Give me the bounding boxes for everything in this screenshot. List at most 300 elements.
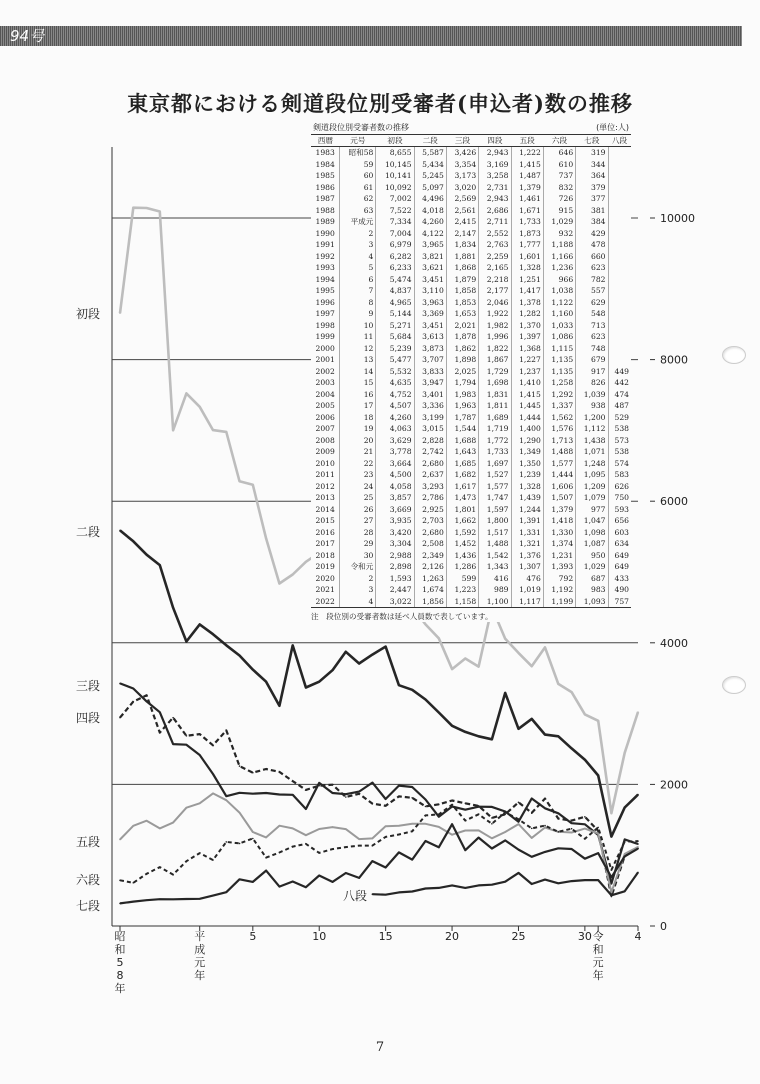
data-point [186,735,188,737]
data-point [279,825,281,827]
table-cell: 12 [340,343,376,355]
table-cell: 28 [340,527,376,539]
data-point [239,878,241,880]
table-cell [608,285,631,297]
table-cell: 1,378 [511,297,543,309]
table-cell: 1,662 [446,515,478,527]
table-cell: 1,444 [511,412,543,424]
series-label: 三段 [76,679,101,693]
data-point [172,899,174,901]
table-cell: 30 [340,550,376,562]
y-tick-label: 4000 [660,636,688,650]
data-point [504,692,506,694]
table-cell: 6,233 [376,262,414,274]
table-cell: 3,336 [414,400,446,412]
data-point [119,530,121,532]
table-cell: 1,251 [511,274,543,286]
table-cell: 2003 [315,378,335,387]
series-line-6 [120,824,638,903]
x-tick-char: 5 [116,956,124,969]
table-cell: 1,542 [479,550,511,562]
table-cell: 2010 [315,458,335,468]
table-cell: 10,141 [376,170,414,182]
table-cell: 529 [608,412,631,424]
x-tick-char: 8 [116,969,124,982]
data-point [358,845,360,847]
data-point [624,853,626,855]
data-point [478,837,480,839]
table-row [311,285,631,297]
x-tick-char: 元 [194,956,206,969]
table-cell: 3,873 [414,343,446,355]
data-point [465,830,467,832]
series-label: 四段 [76,711,101,725]
issue-label: 94号 [10,27,45,45]
table-cell: 3,707 [414,354,446,366]
table-cell: 6 [340,274,376,286]
table-cell: 737 [543,170,575,182]
table-cell: 1,487 [511,170,543,182]
table-cell: 1,368 [511,343,543,355]
table-cell [608,182,631,194]
table-cell: 2008 [315,435,335,445]
x-tick-label [593,929,604,982]
table-cell: 2001 [315,355,335,364]
table-cell: 1,282 [511,308,543,320]
data-point [611,883,613,885]
data-point [239,765,241,767]
table-cell: 977 [576,504,608,516]
table-cell: 1,562 [543,412,575,424]
data-point [518,821,520,823]
table-cell: 15 [340,377,376,389]
table-cell: 3,857 [376,492,414,504]
data-point [225,799,227,801]
table-cell: 932 [543,228,575,240]
data-point [199,754,201,756]
data-point [584,879,586,881]
table-cell: 1,349 [511,446,543,458]
table-cell: 3,451 [414,274,446,286]
table-row [311,205,631,217]
table-cell: 3,015 [414,423,446,435]
data-point [252,793,254,795]
table-cell: 1,029 [576,561,608,573]
table-row [311,596,631,608]
table-cell: 656 [608,515,631,527]
table-cell: 2012 [315,481,335,491]
data-point [398,852,400,854]
table-cell: 1,112 [576,423,608,435]
table-cell: 4,635 [376,377,414,389]
data-point [544,798,546,800]
table-cell: 59 [340,159,376,171]
data-point [451,885,453,887]
data-point [425,699,427,701]
table-cell: 26 [340,504,376,516]
table-cell: 1,376 [511,550,543,562]
table-row [311,527,631,539]
data-point [438,638,440,640]
table-cell: 748 [576,343,608,355]
data-point [465,658,467,660]
data-point [279,794,281,796]
table-cell: 61 [340,182,376,194]
data-point [544,851,546,853]
data-point [186,744,188,746]
table-cell: 3,963 [414,297,446,309]
table-cell: 22 [340,458,376,470]
data-point [385,825,387,827]
data-point [584,858,586,860]
table-cell: 10,092 [376,182,414,194]
data-point [531,798,533,800]
table-cell: 2015 [315,516,335,525]
data-point [438,887,440,889]
table-cell: 令和元 [340,561,376,573]
table-cell: 1,239 [511,469,543,481]
table-cell: 1988 [315,205,335,215]
data-point [345,846,347,848]
data-point [611,891,613,893]
table-cell: 3,022 [376,596,414,608]
table-cell: 1,087 [576,538,608,550]
table-cell: 1,374 [543,538,575,550]
table-cell: 538 [608,423,631,435]
data-point [279,771,281,773]
data-point [265,837,267,839]
table-cell: 1,878 [446,331,478,343]
data-point [212,745,214,747]
series-label: 七段 [76,899,101,913]
data-point [345,651,347,653]
table-cell: 4,507 [376,400,414,412]
table-cell: 5,245 [414,170,446,182]
data-point [504,638,506,640]
data-point [531,812,533,814]
table-cell: 1,698 [479,377,511,389]
table-cell: 2,021 [446,320,478,332]
data-point [212,633,214,635]
table-cell: 5,097 [414,182,446,194]
data-point [571,748,573,750]
data-point [212,773,214,775]
table-cell: 1,853 [446,297,478,309]
data-point [637,840,639,842]
table-row [311,147,631,159]
table-cell: 1,417 [511,285,543,297]
table-cell: 989 [479,584,511,596]
table-cell: 1,794 [446,377,478,389]
table-cell: 18 [340,412,376,424]
data-point [305,808,307,810]
table-cell: 2,561 [446,205,478,217]
table-cell: 1,331 [511,527,543,539]
data-point [279,886,281,888]
data-point [491,817,493,819]
data-point [119,839,121,841]
data-point [465,820,467,822]
data-point [438,712,440,714]
table-cell: 687 [576,573,608,585]
table-row [311,515,631,527]
table-cell: 4 [340,251,376,263]
table-cell: 4,752 [376,389,414,401]
table-header-cell: 三段 [446,135,478,147]
data-point [146,554,148,556]
table-cell: 1995 [315,286,335,295]
table-cell: 1,601 [511,251,543,263]
table-cell: 3,664 [376,458,414,470]
table-cell: 1,415 [511,159,543,171]
table-cell: 2,680 [414,527,446,539]
table-cell: 1,713 [543,435,575,447]
table-row [311,550,631,562]
table-cell: 1,039 [576,389,608,401]
table-cell: 2005 [315,401,335,410]
table-cell: 4,122 [414,228,446,240]
data-point [132,688,134,690]
data-point [398,892,400,894]
data-point [225,644,227,646]
data-point [358,793,360,795]
table-cell: 679 [576,354,608,366]
table-cell: 2,126 [414,561,446,573]
data-point [544,808,546,810]
table-cell: 1,397 [511,331,543,343]
table-cell: 2,552 [479,228,511,240]
data-point [305,834,307,836]
data-point [132,882,134,884]
data-point [225,841,227,843]
data-point [571,828,573,830]
table-cell: 1987 [315,194,335,203]
table-cell: 2,569 [446,193,478,205]
table-cell: 1,330 [543,527,575,539]
data-point [186,898,188,900]
y-tick-label: 0 [660,920,667,933]
table-cell: 623 [576,331,608,343]
data-point [318,785,320,787]
x-tick-label: 30 [577,930,592,943]
data-point [558,883,560,885]
table-cell: 2,025 [446,366,478,378]
table-cell: 13 [340,354,376,366]
table-cell: 1,290 [511,435,543,447]
table-cell: 623 [576,262,608,274]
table-cell: 1,772 [479,435,511,447]
data-point [571,820,573,822]
series-line-4 [120,793,638,892]
data-point [584,838,586,840]
table-cell: 2,703 [414,515,446,527]
table-cell: 1,867 [479,354,511,366]
data-point [478,830,480,832]
table-cell: 2,680 [414,458,446,470]
data-point [637,794,639,796]
data-point [425,888,427,890]
table-cell: 1,038 [543,285,575,297]
data-point [411,859,413,861]
data-point [186,641,188,643]
data-point [385,867,387,869]
data-point [305,561,307,563]
table-cell: 1,787 [446,412,478,424]
table-cell: 1,337 [543,400,575,412]
data-point [146,820,148,822]
data-point [372,654,374,656]
table-cell: 1,800 [479,515,511,527]
x-tick-char: 令 [592,930,604,943]
y-tick-label: 6000 [660,495,688,509]
table-cell: 1,729 [479,366,511,378]
data-point [531,718,533,720]
table-cell: 1989 [315,217,335,226]
table-row [311,538,631,550]
data-point [518,652,520,654]
table-cell: 3,110 [414,285,446,297]
table-cell: 1,963 [446,400,478,412]
table-cell: 3,621 [414,262,446,274]
table-cell: 平成元 [340,216,376,228]
table-cell: 3,169 [479,159,511,171]
data-point [265,792,267,794]
data-point [624,856,626,858]
data-point [611,877,613,879]
data-point [518,872,520,874]
table-cell: 983 [576,584,608,596]
table-cell: 1,689 [479,412,511,424]
table-cell: 2,218 [479,274,511,286]
data-point [132,540,134,542]
data-point [491,837,493,839]
table-cell: 1,115 [543,343,575,355]
data-point [478,805,480,807]
data-point [637,872,639,874]
table-cell: 1,192 [543,584,575,596]
table-cell: 2,711 [479,216,511,228]
table-cell: 1,982 [479,320,511,332]
table-cell: 1,350 [511,458,543,470]
table-cell: 1,379 [543,504,575,516]
data-point [252,831,254,833]
table-cell: 1992 [315,251,335,261]
data-point [478,735,480,737]
table-row [311,469,631,481]
data-point [292,645,294,647]
table-cell: 1,135 [543,354,575,366]
data-point [637,848,639,850]
data-point [504,881,506,883]
table-cell: 1,391 [511,515,543,527]
table-cell: 1,577 [479,481,511,493]
table-cell: 1,237 [511,366,543,378]
data-point [372,838,374,840]
table-cell: 1,444 [543,469,575,481]
data-point [119,903,121,905]
table-cell: 660 [576,251,608,263]
table-cell: 3,451 [414,320,446,332]
data-point [611,836,613,838]
data-point [624,807,626,809]
table-cell: 2,349 [414,550,446,562]
series-label: 六段 [76,873,101,887]
data-point [186,807,188,809]
table-cell: 1,370 [511,320,543,332]
series-label: 八段 [343,889,368,903]
data-point [146,695,148,697]
data-point [225,431,227,433]
table-cell: 1,158 [446,596,478,608]
table-cell: 1,576 [543,423,575,435]
table-cell: 2,828 [414,435,446,447]
data-point [305,886,307,888]
table-cell: 548 [576,308,608,320]
x-tick-label: 5 [249,930,257,943]
data-point [584,828,586,830]
table-cell: 1,328 [511,262,543,274]
table-cell: 1993 [315,263,335,272]
table-cell: 1,488 [479,538,511,550]
table-cell: 3,369 [414,308,446,320]
data-point [212,429,214,431]
table-cell: 4,063 [376,423,414,435]
table-header-cell: 八段 [608,135,631,147]
x-tick-char: 年 [592,969,604,982]
table-cell: 832 [543,182,575,194]
table-cell: 3,669 [376,504,414,516]
table-cell [608,193,631,205]
table-cell: 1,873 [511,228,543,240]
data-point [597,720,599,722]
table-cell: 2000 [315,343,335,353]
data-point [465,887,467,889]
data-point [478,666,480,668]
table-cell: 1,292 [543,389,575,401]
data-point [398,684,400,686]
data-point [558,831,560,833]
table-cell: 2022 [311,596,340,608]
table-cell: 60 [340,170,376,182]
table-cell [608,343,631,355]
y-tick-label: 2000 [660,778,688,792]
table-cell: 538 [608,446,631,458]
x-tick-label [115,930,126,995]
data-point [292,881,294,883]
data-point [199,406,201,408]
table-header-cell: 六段 [543,135,575,147]
data-point [518,823,520,825]
data-point [411,797,413,799]
data-point [518,802,520,804]
table-caption-row [311,122,631,134]
data-point [518,849,520,851]
table-cell: 2,898 [376,561,414,573]
table-cell: 474 [608,389,631,401]
data-point [358,663,360,665]
table-cell: 1,831 [479,389,511,401]
table-cell: 11 [340,331,376,343]
table-cell: 1,222 [511,147,543,159]
data-point [132,901,134,903]
table-cell: 476 [511,573,543,585]
data-point [186,393,188,395]
data-point [252,881,254,883]
table-cell: 726 [543,193,575,205]
table-cell [608,205,631,217]
table-row [311,308,631,320]
table-header-cell: 五段 [511,135,543,147]
